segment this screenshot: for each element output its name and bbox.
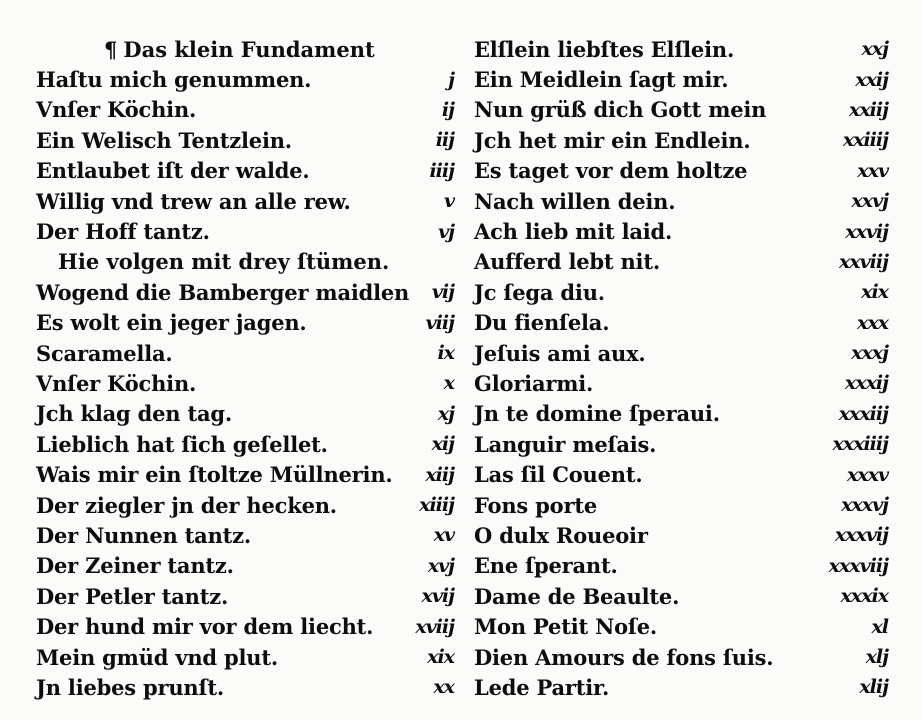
entry-title: Mein gmüd vnd plut.: [36, 644, 278, 670]
entry-title: Ein Welisch Tentzlein.: [36, 127, 292, 153]
entry-number: xlj: [865, 646, 888, 668]
list-item: [474, 216, 888, 246]
entry-number: xxiiij: [842, 129, 888, 152]
entry-number: xxj: [861, 38, 888, 61]
entry-title: Willig vnd trew an alle rew.: [36, 188, 351, 214]
entry-title: Nach willen dein.: [474, 188, 676, 214]
entry-title: Vnſer Köchin.: [36, 370, 197, 396]
section-subheading: [36, 247, 454, 277]
entry-number: xxxix: [840, 585, 888, 608]
entry-number: xxxiiij: [832, 433, 888, 456]
entry-title: Lieblich hat ſich geſellet.: [36, 431, 328, 457]
list-item: [474, 581, 888, 611]
entry-number: vj: [438, 220, 454, 243]
entry-title: Fons porte: [474, 492, 597, 518]
list-item: [36, 64, 454, 94]
entry-number: iij: [435, 129, 454, 152]
entry-number: ij: [441, 98, 454, 121]
list-item: [474, 277, 888, 307]
entry-number: vij: [431, 281, 454, 304]
entry-title: Der Petler tantz.: [36, 583, 229, 609]
list-item: [36, 277, 454, 307]
entry-number: xxx: [857, 311, 888, 334]
list-item: [474, 156, 888, 186]
list-item: [474, 34, 888, 64]
entry-number: xix: [861, 281, 888, 304]
entry-title: Haſtu mich genummen.: [36, 67, 312, 93]
entry-title: Es wolt ein jeger jagen.: [36, 310, 307, 336]
entry-title: Der ziegler jn der hecken.: [36, 492, 337, 518]
entry-title: Jc ſega diu.: [474, 279, 605, 305]
list-item: [474, 672, 888, 702]
list-item: [36, 156, 454, 186]
entry-title: Ene ſperant.: [474, 553, 618, 579]
list-item: [36, 520, 454, 550]
list-item: [474, 95, 888, 125]
entry-title: Las ſil Couent.: [474, 462, 643, 488]
list-item: [36, 399, 454, 429]
entry-number: xxv: [857, 159, 888, 182]
entry-title: Wais mir ein ſtoltze Müllnerin.: [36, 462, 393, 488]
right-column: [474, 34, 888, 703]
list-item: [36, 95, 454, 125]
list-item: [474, 459, 888, 489]
entry-title: Aufferd lebt nit.: [474, 249, 660, 275]
list-item: [474, 399, 888, 429]
entry-title: Der Zeiner tantz.: [36, 553, 234, 579]
entry-number: xxxj: [851, 342, 888, 365]
list-item: [36, 581, 454, 611]
entry-number: iiij: [429, 159, 454, 182]
entry-number: xxviij: [838, 250, 888, 273]
list-item: [474, 338, 888, 368]
list-item: [474, 308, 888, 338]
entry-title: Gloriarmi.: [474, 370, 594, 396]
entry-number: xx: [433, 676, 454, 699]
list-item: [474, 125, 888, 155]
entry-number: xxxviij: [828, 554, 888, 577]
entry-number: xix: [427, 646, 454, 668]
entry-title: Der hund mir vor dem liecht.: [36, 614, 374, 640]
page-title: [104, 37, 375, 62]
list-item: [474, 551, 888, 581]
entry-title: Lede Partir.: [474, 674, 610, 700]
list-item: [474, 642, 888, 672]
entry-title: Ach lieb mit laid.: [474, 219, 673, 245]
heading-row: [36, 34, 454, 64]
entry-title: Jch het mir ein Endlein.: [474, 127, 751, 153]
entry-title: Vnſer Köchin.: [36, 97, 197, 123]
entry-number: xiij: [425, 463, 454, 486]
entry-title: Jn te domine ſperaui.: [474, 401, 720, 427]
list-item: [36, 368, 454, 398]
entry-number: xxxv: [846, 463, 888, 486]
entry-title: O dulx Roueoir: [474, 522, 648, 548]
entry-number: xvij: [421, 585, 454, 608]
list-item: [36, 125, 454, 155]
entry-number: xj: [437, 402, 454, 425]
entry-title: Der Nunnen tantz.: [36, 522, 251, 548]
list-item: [36, 551, 454, 581]
list-item: [474, 490, 888, 520]
list-item: [474, 520, 888, 550]
entry-number: xxxij: [844, 372, 888, 395]
entry-title: Entlaubet iſt der walde.: [36, 158, 310, 184]
entry-number: xxvj: [851, 190, 888, 213]
list-item: [474, 64, 888, 94]
entry-number: xl: [871, 615, 888, 638]
entry-number: xxxiij: [838, 402, 888, 425]
entry-number: viij: [425, 311, 454, 334]
left-column: [36, 34, 454, 703]
entry-number: j: [448, 68, 454, 91]
list-item: [36, 186, 454, 216]
entry-title: Dame de Beaulte.: [474, 583, 680, 609]
entry-number: x: [443, 372, 454, 395]
list-item: [36, 308, 454, 338]
entry-title: Elſlein liebſtes Elſlein.: [474, 36, 735, 62]
entry-title: Du fienſela.: [474, 310, 610, 336]
entry-title: Der Hoff tantz.: [36, 219, 210, 245]
list-item: [474, 186, 888, 216]
entry-number: xxij: [855, 68, 888, 91]
list-item: [36, 611, 454, 641]
entry-title: Nun grüß dich Gott mein: [474, 97, 767, 123]
entry-title: Mon Petit Noſe.: [474, 614, 658, 640]
list-item: [474, 368, 888, 398]
entry-number: xvj: [427, 554, 454, 577]
entry-title: Languir meſais.: [474, 431, 657, 457]
entry-title: Ein Meidlein ſagt mir.: [474, 67, 729, 93]
entry-title: Jch klag den tag.: [36, 401, 232, 427]
entry-number: xij: [431, 433, 454, 456]
list-item: [36, 429, 454, 459]
list-item: [36, 642, 454, 672]
list-item: [474, 247, 888, 277]
entry-number: xxxvj: [841, 494, 888, 517]
entry-number: xxvij: [845, 220, 888, 243]
list-item: [36, 338, 454, 368]
entry-number: xv: [433, 524, 454, 547]
entry-number: xviij: [415, 615, 454, 638]
list-item: [474, 611, 888, 641]
entry-title: Es taget vor dem holtze: [474, 158, 748, 184]
entry-number: xxiij: [849, 98, 888, 121]
entry-number: xlij: [859, 676, 888, 699]
entry-title: Jeſuis ami aux.: [474, 340, 646, 366]
entry-number: xxxvij: [834, 524, 888, 547]
pilcrow-icon: ¶: [104, 36, 118, 62]
list-item: [36, 490, 454, 520]
entry-title: Dien Amours de fons ſuis.: [474, 644, 774, 670]
entry-title: Wogend die Bamberger maidlen: [36, 279, 410, 305]
list-item: [36, 672, 454, 702]
entry-title: Jn liebes prunſt.: [36, 674, 224, 700]
entry-number: ix: [437, 342, 454, 365]
entry-number: v: [443, 190, 454, 213]
title-text: Das klein Fundament: [123, 36, 375, 62]
entry-number: xiiij: [419, 494, 454, 517]
list-item: [474, 429, 888, 459]
entry-title: Scaramella.: [36, 340, 173, 366]
subheading-text: Hie volgen mit drey ſtümen.: [58, 249, 390, 275]
list-item: [36, 216, 454, 246]
list-item: [36, 459, 454, 489]
